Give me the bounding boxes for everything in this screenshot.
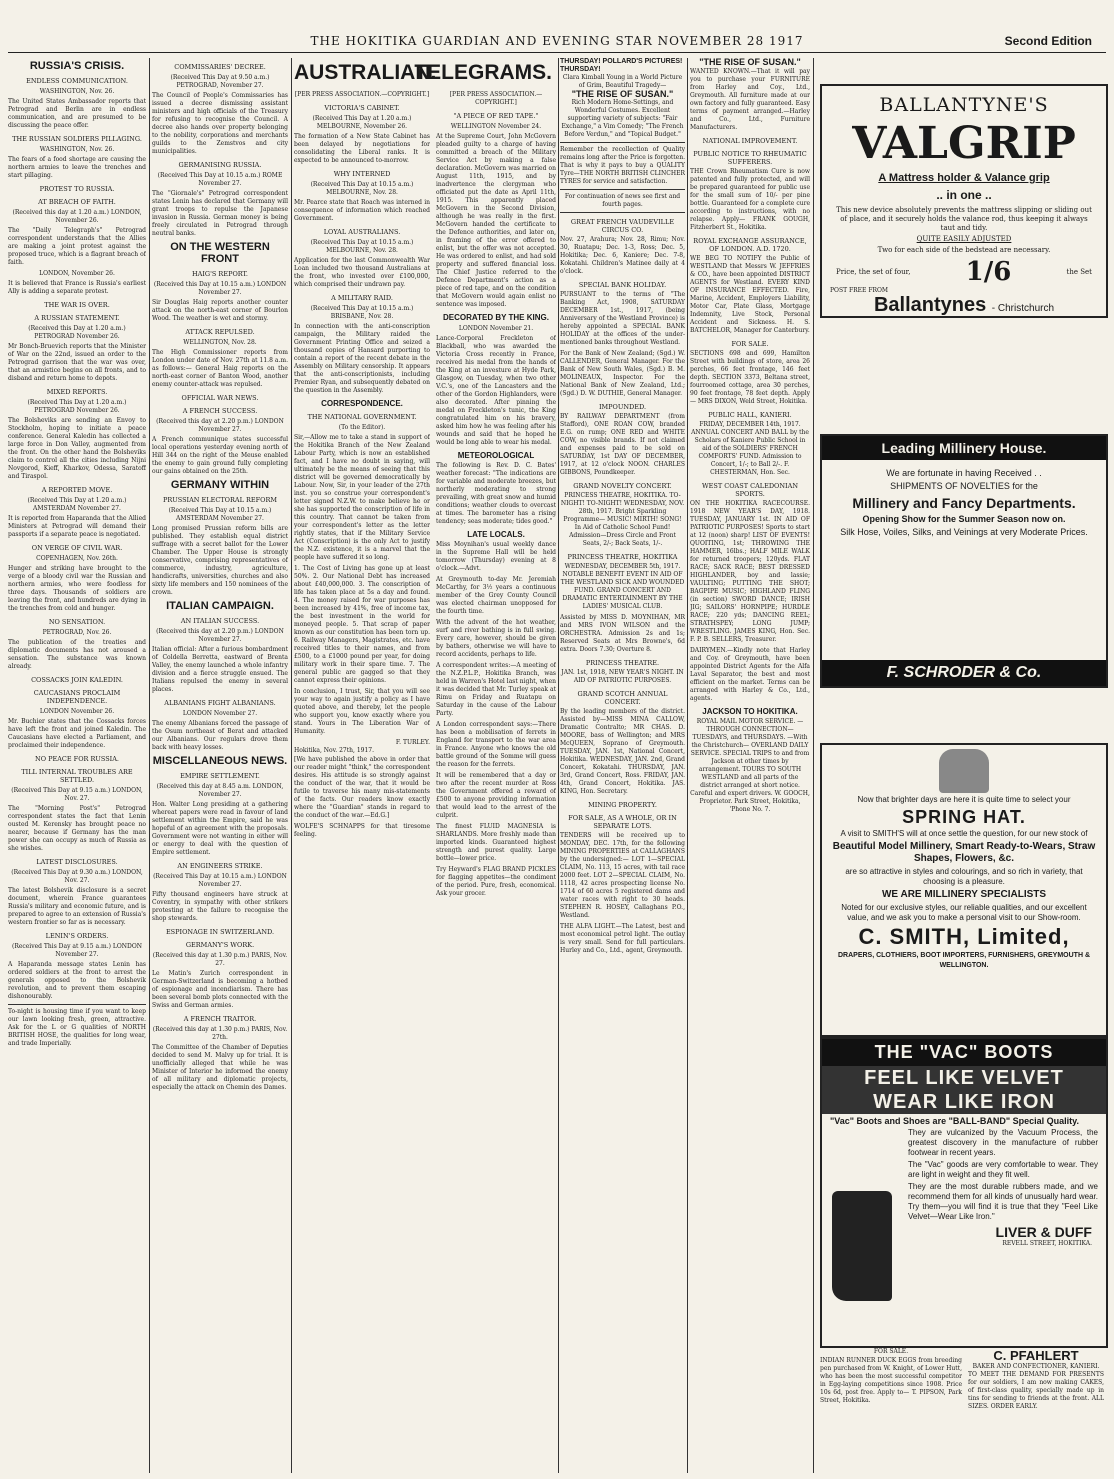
dateline: (Received This Day at 10.15 a.m.) ROME November 27.: [157, 172, 283, 187]
tyre-advert: Remember the recollection of Quality remains long after the Price is forgotten. That is why it pays to buy a QUALITY Tyre—THE NORTH BRITISH CLINCHER TYRES for service and satisfaction.: [560, 146, 685, 185]
valgrip-post: POST FREE FROM: [830, 287, 889, 294]
byline: [PER PRESS ASSOCIATION.—COPYRIGHT.]: [449, 91, 543, 106]
notice-text: PRINCESS THEATRE, HOKITIKA. TO-NIGHT! TO-NIGHT! WEDNESDAY, NOV. 28th, 1917. Bright Sparkling Programme— MUSIC! MIRTH! SONG! In Aid of Catholic School Fund! Admission—Dress Circle and Front Seats, 2/-; Back Seats, 1/-.: [560, 492, 685, 547]
dateline: (Received This Day at 1.20 a.m.) AMSTERDAM November 27.: [27, 497, 127, 512]
subhead: EMPIRE SETTLEMENT.: [180, 772, 260, 780]
edition-label: Second Edition: [1004, 34, 1092, 48]
notice-text: ROYAL MAIL MOTOR SERVICE. —THROUGH CONNECTION— TUESDAYS, and THURSDAYS. —With the Christchurch— OVERLAND DAILY SERVICE. SPECIAL TRIPS to and from Jackson at other times by arrangement. TOURS TO SOUTH WESTLAND and all parts of the district arranged at short notice. Careful and expert drivers. W. GOOCH, Proprietor. Park Street, Hokitika, 'Phone No. 7.: [690, 718, 810, 813]
notice-text: FRIDAY, DECEMBER 14th, 1917. ANNUAL CONCERT AND BALL by the Scholars of Kaniere Public School in aid of the SOLDIERS' FRENCH COMFORTS' FUND. Admission to Concert, 1/-; to Ball 2/-. F. CHESTERMAN, Hon. Sec.: [691, 421, 809, 476]
letter-text: Sir,—Allow me to take a stand in support of the Hokitika Branch of the New Zealand Labour Party, which is now an established fact, and I have no doubt in saying, will ultimately be the means of seeing that this district will be governed democratically by Labour. Now, Sir, in your leader of the 27th inst. you so construe your correspondent's letter signed N.Z.W. to make believe he or she has supported the conscription of life in this country. That cannot be taken from your correspondent's letter as the letter rightly states, that if the Military Service Act (Conscription) is the only Act to justify the N.Z. existence, it is a marvel that the people have suffered it so long.: [294, 434, 430, 561]
subhead: A REPORTED MOVE.: [41, 486, 113, 494]
subhead: OFFICIAL WAR NEWS.: [181, 394, 259, 402]
notice-text: ON THE HOKITIKA RACECOURSE. 1918 NEW YEAR'S DAY, 1918. TUESDAY, JANUARY 1st. IN AID OF PATRIOTIC PURPOSES! Sports to start at 12 (noon) sharp! LIST OF EVENTS! QUOITING, 1st; THROWING THE HAMMER, 16lbs.; HALF MILE WALK for returned troopers; 120yds. FLAT RACE; SACK RACE; BEST DRESSED HIGHLANDER, boy and lassie; VAULTING; PUTTING THE SHOT; BAGPIPE MUSIC; HIGHLAND FLING (in section) SWORD DANCE; IRISH JIG; SAILORS' HORNPIPE; HURDLE RACE; 220 yds; DANCING REEL; STRATHSPEY; LONG JUMP; WRESTLING. JAMES KING, Hon. Sec. F. P. B. SELLERS, Treasurer.: [690, 500, 810, 643]
spring-text: A visit to SMITH'S will at once settle the question, for our new stock of: [840, 829, 1088, 838]
article-text: The Council of People's Commissaries has issued a decree dismissing assistant ministers and high officials of the Treasury for refusing to recognise the Council. A decree also hands over property belonging to the nobility, corporations and merchants guilds to the Zemstvos and city municipalities.: [152, 92, 288, 155]
header-telegrams: TELEGRAMS.: [414, 61, 552, 84]
subhead: ON VERGE OF CIVIL WAR.: [31, 544, 123, 552]
subhead: FOR SALE.: [731, 340, 769, 348]
local-item: A London correspondent says:—There has been a mobilisation of ferrets in England for transport to the war area in France. Anyone who knows the old battle ground of the Somme will guess the reason for the ferrets.: [436, 721, 556, 768]
column-rule: [291, 58, 292, 1473]
valgrip-price-label: Price, the set of four,: [836, 268, 911, 276]
article-text: The fears of a food shortage are causing the northern armies to leave the trenches and start pillaging.: [8, 156, 146, 179]
masthead-title: THE HOKITIKA GUARDIAN AND EVENING STAR NOVEMBER 28 1917: [310, 34, 804, 48]
valgrip-adjust: QUITE EASILY ADJUSTED: [916, 235, 1012, 243]
notice-text: SECTIONS 698 and 699, Hamilton Street with buildings of store, area 26 perches, 66 feet frontage, 146 feet depth. SECTION 3373, Beltana street, fourroomed cottage, area 30 perches, 90 feet frontage, 78 feet depth. Apply— MRS DIXON, Weld Street, Hokitika.: [690, 350, 810, 405]
dateline: (Received this day at 1.20 a.m.) LONDON, November 26.: [12, 209, 142, 224]
local-item: It will be remembered that a day or two after the recent murder at Ross the Government offered a reward of £500 to anyone providing information that would lead to the arrest of the culprit.: [436, 772, 556, 819]
column-rule: [813, 58, 814, 1473]
vac-boots-header: THE "VAC" BOOTS: [822, 1039, 1106, 1066]
article-text: The "Giornale's" Petrograd correspondent states Lenin has declared that Germany will grant troops to repulse the Japanese invasion in Russia. German money is being freely circulated in Petrograd through neutral banks.: [152, 190, 288, 237]
boot-icon: [832, 1191, 892, 1301]
headline-miscellaneous-news: MISCELLANEOUS NEWS.: [152, 755, 288, 767]
column-notices: [560, 58, 685, 1473]
dateline: (Received this Day at 1.20 a.m.) PETROGRAD November 26.: [28, 325, 126, 340]
subhead: NO PEACE FOR RUSSIA.: [35, 755, 119, 763]
schroder-millinery-advert: [820, 434, 1108, 688]
smith-logo: C. SMITH, Limited,: [858, 924, 1070, 949]
article-text: The United States Ambassador reports that Petrograd and Berlin are in endless communication, and are presumed to be discussing the peace offer.: [8, 98, 146, 129]
millinery-text: We are fortunate in having Received . .: [886, 468, 1042, 478]
dateline: (Received this day at 8.45 a.m. LONDON, November 27.: [156, 783, 284, 798]
notice-text: Assisted by MISS D. MOYNIHAN, MR and MRS IVON WILSON and the ORCHESTRA. Admission 2s and 1s; Reserved Seats at Mrs Browne's, 6d extra. Doors 7.30; Overture 8.: [560, 614, 685, 653]
dateline: WELLINGTON November 24.: [450, 123, 542, 130]
subhead: PROTEST TO RUSSIA.: [39, 185, 115, 193]
local-item: Miss Moynihan's usual weekly dance in the Supreme Hall will be held tomorrow (Thursday) evening at 8 o'clock.—Advt.: [436, 541, 556, 572]
spring-text: Noted for our exclusive styles, our reliable qualities, and our excellent value, and we ask you to make a personal visit to our Show-room.: [841, 903, 1087, 922]
article-text: Mr. Buchier states that the Cossacks forces have left the front and joined Kaledin. The Caucasians have elected a Parliament, and proclaimed their independence.: [8, 718, 146, 749]
millinery-text: SHIPMENTS OF NOVELTIES for the: [890, 481, 1038, 491]
dateline: WASHINGTON, Nov. 26.: [39, 88, 115, 95]
article-text: At the Supreme Court, John McGovern pleaded guilty to a charge of having committed a breach of the Military Service Act by making a false declaration. McGovern was married on August 11th, 1915, and by inadvertence the clergyman who officiated put the date as April 11th, 1915. This apparently placed McGovern in the Second Division, although he was really in the first. McGovern handed the certificate to the Defence authorities, and later on, in framing of the error offered to enlist, but the offer was not accepted. He was ordered to enlist, and had sold property and suffered financial loss. The Chief Justice referred to the Defence Department's action as a piece of red tape, and on the condition that McGovern would again enlist no sentence was imposed.: [436, 133, 556, 308]
article-text: The following is Rev. D. C. Bates' weather forecast: "The indications are for variable and moderate breezes, but northerly moderating to strong prevailing, with great snow and humid conditions; weather clouds to overcast at times. The barometer has a rising tendency; seas moderate; tides good.": [436, 462, 556, 525]
dateline: (Received This Day at 9.15 a.m.) LONDON November 27.: [11, 943, 142, 958]
spring-text: are so attractive in styles and colourings, and so rich in variety, that choosing is a pleasure.: [845, 867, 1083, 886]
dateline: (Received This Day at 10.15 a.m.) AMSTERDAM November 27.: [168, 507, 272, 522]
spring-hat-title: SPRING HAT.: [902, 807, 1026, 827]
subhead: PRUSSIAN ELECTORAL REFORM: [163, 496, 277, 504]
subhead: TILL INTERNAL TROUBLES ARE SETTLED.: [21, 768, 133, 784]
smith-tagline: DRAPERS, CLOTHIERS, BOOT IMPORTERS, FURNISHERS, GREYMOUTH & WELLINGTON.: [837, 952, 1090, 969]
vac-boots-advert: [820, 1037, 1108, 1348]
column-telegrams: [436, 88, 556, 1473]
subhead: WEST COAST CALEDONIAN SPORTS.: [701, 482, 799, 498]
dateline: LONDON November 21.: [458, 325, 534, 332]
headline-western-front: ON THE WESTERN FRONT: [170, 241, 270, 265]
notice-text: By the leading members of the district. Assisted by—MISS MINA CALLOW, Dramatic Contralto; MR CHAS. D. MOORE, bass of Wellington; and MRS McQUEEN, Soprano of Greymouth. TUESDAY, JAN. 1st, National Concert, Hokitika. WEDNESDAY, JAN. 2nd, Grand Concert, Kokatahi. THURSDAY, JAN. 3rd, Grand Concert, Ross. FRIDAY, JAN. 4th, Grand Concert, Hokitika. JAS. KING, Hon. Secretary.: [560, 708, 685, 795]
film-title: "THE RISE OF SUSAN.": [571, 89, 674, 99]
subhead: THE NATIONAL GOVERNMENT.: [307, 413, 417, 421]
subhead: COMMISSARIES' DECREE.: [174, 63, 266, 71]
dateline: (Received this day at 2.20 p.m.) LONDON November 27.: [156, 628, 284, 643]
subhead: A RUSSIAN STATEMENT.: [34, 314, 120, 322]
subhead: ESPIONAGE IN SWITZERLAND.: [165, 928, 275, 936]
duck-eggs-text: INDIAN RUNNER DUCK EGGS from breeding pen purchased from W. Knight, of Lower Hutt, who has been the most successful competitor in Egg-laying competitions since 1908. Price 10s 6d, post free. Apply to— T. PIPSON, Park Street, Hokitika.: [820, 1357, 962, 1404]
magnesia-advert: The finest FLUID MAGNESIA is SHARLANDS. More freshly made than imported kinds. Guaranteed highest strength and purest quality. Large bottle—lower price.: [436, 823, 556, 862]
subhead: VICTORIA'S CABINET.: [324, 104, 400, 112]
millinery-departments: Millinery and Fancy Departments.: [852, 495, 1076, 511]
millinery-prices: Silk Hose, Voiles, Silks, and Veinings at very Moderate Prices.: [840, 527, 1088, 537]
subhead: GRAND NOVELTY CONCERT.: [573, 482, 672, 490]
smith-spring-hat-advert: [820, 743, 1108, 1037]
dateline: (Received This Day at 1.20 a.m.) PETROGRAD November 26.: [27, 399, 127, 414]
subhead: CAUCASIANS PROCLAIM INDEPENDENCE.: [33, 689, 121, 705]
subhead: PUBLIC HALL, KANIERI.: [708, 411, 792, 419]
subhead: NATIONAL IMPROVEMENT.: [702, 137, 798, 145]
section-rule: [560, 189, 685, 190]
notice-text: WEDNESDAY, DECEMBER 5th, 1917. NOTABLE BENEFIT EVENT IN AID OF THE WESTLAND SICK AND WOUNDED FUND. GRAND CONCERT AND DRAMATIC ENTERTAINMENT BY THE LADIES' MUSICAL CLUB.: [560, 563, 685, 610]
valgrip-in-one: .. in one ..: [936, 188, 992, 202]
subhead: PRINCESS THEATRE.: [585, 659, 660, 667]
letter-signature: F. TURLEY.: [395, 739, 430, 746]
dateline: PETROGRAD, Nov. 26.: [42, 629, 112, 636]
masthead-rule: [8, 52, 1106, 53]
to-editor: (To the Editor).: [338, 424, 386, 431]
dateline: WELLINGTON, Nov. 28.: [183, 339, 257, 346]
valgrip-note: Two for each side of the bedstead are necessary.: [877, 246, 1051, 254]
subhead: GREAT FRENCH VAUDEVILLE CIRCUS CO.: [570, 218, 675, 234]
liver-duff-logo: LIVER & DUFF: [995, 1224, 1092, 1240]
valgrip-name: VALGRIP: [852, 118, 1076, 169]
subhead: MIXED REPORTS.: [46, 388, 108, 396]
headline-correspondence: CORRESPONDENCE.: [321, 399, 403, 408]
masthead: [0, 0, 1114, 62]
hose-advert: To-night is housing time if you want to keep our lawn looking fresh, green, attractive. Ask for the L or G qualities of NORTH BRITISH HOSE, the qualities for long wear, and trade Imperially.: [8, 1008, 146, 1047]
article-text: Application for the last Commonwealth War Loan included two thousand Australians at the front, who invested over £100,000, which comprised their undrawn pay.: [294, 257, 430, 288]
bottom-adverts: [820, 1348, 1104, 1470]
article-text: Mr Bonch-Bruevich reports that the Minister of War on the 22nd, issued an order to the Petrograd garrison that the war was over, that an armistice begins on all fronts, and to disband and return home to depots.: [8, 343, 146, 382]
article-text: Hon. Walter Long presiding at a gathering whereat papers were read in favour of land settlement within the Empire, said he was hopeful of an agreement with the proposals. Government were not wanting in either will or energy to deal with the question of Empire settlement.: [152, 801, 288, 856]
subhead: A MILITARY RAID.: [331, 294, 393, 302]
subhead: THE WAR IS OVER.: [44, 301, 110, 309]
valgrip-desc: This new device absolutely prevents the mattress slipping or sliding out of place, and it securely holds the valance rod, thus keeping it always taut and tidy.: [836, 206, 1092, 232]
dateline: LONDON November 26.: [39, 708, 115, 715]
subhead: ATTACK REPULSED.: [185, 328, 255, 336]
byline: [PER PRESS ASSOCIATION.—COPYRIGHT.]: [294, 91, 430, 98]
valgrip-price: 1/6: [965, 257, 1012, 287]
subhead: AN ENGINEERS STRIKE.: [177, 862, 263, 870]
subhead: IMPOUNDED.: [598, 403, 647, 411]
dateline: (Received this day at 1.30 p.m.) PARIS, Nov. 27.: [152, 952, 288, 967]
notice-text: JAN. 1st, 1918, NEW YEAR'S NIGHT. IN AID OF PATRIOTIC PURPOSES.: [561, 669, 684, 684]
article-text: The Committee of the Chamber of Deputies decided to send M. Malvy up for trial. It is unofficially alleged that while he was Minister of Interior he informed the enemy of all military and diplomatic projects, especially the attack on Chemin des Dames.: [152, 1044, 288, 1091]
dateline: (Received This Day at 9.50 a.m.) PETROGRAD, November 27.: [170, 74, 270, 89]
headline-meteorological: METEOROLOGICAL: [457, 451, 535, 460]
notice-text: BY RAILWAY DEPARTMENT (from Stafford), ONE ROAN COW, branded E.G. on rump; ONE RED and WHITE COW, no visible brands. If not claimed and expenses paid to be sold on SATURDAY, 1st DAY OF DECEMBER, 1917, at 12 o'clock NOON. CHARLES GIBBONS, Poundkeeper.: [560, 413, 685, 476]
article-text: Sir Douglas Haig reports another counter attack on the north-east corner of Bourlon Wood. The weather is wet and stormy.: [152, 299, 288, 322]
film-title-repeat: "THE RISE OF SUSAN.": [699, 58, 801, 67]
millinery-opening: Opening Show for the Summer Season now on.: [862, 514, 1066, 524]
pfahlert-trade: BAKER AND CONFECTIONER, KANIERI.: [972, 1363, 1100, 1370]
article-text: The formation of a New State Cabinet has been delayed by negotiations for consolidating the Liberal ranks. It is expected to be announced to-morrow.: [294, 133, 430, 164]
valgrip-firm: Ballantynes: [873, 294, 987, 316]
article-text: The High Commissioner reports from London under date of Nov. 27th at 11.8 a.m. as follows:— General Haig reports on the north-east corner of Banton Wood, another enemy counter-attack was repulsed.: [152, 349, 288, 388]
dairymen-advert: DAIRYMEN.—Kindly note that Harley and Coy. of Greymouth, have been appointed District Agents for the Alfa Laval Separator, the best and most efficient on the market. Terms can be arranged with Harley & Co., Ltd., agents.: [690, 647, 810, 702]
column-classifieds: [690, 58, 810, 1473]
subhead: WHY INTERNED: [333, 170, 391, 178]
alfa-light-advert: THE ALFA LIGHT.—The Latest, best and most economical petrol light. The outlay is very small. Send for full particulars. Hurley and Co., Ltd., agent, Greymouth.: [560, 923, 685, 954]
notice-text: THE Crown Rheumatism Cure is now patented and fully protected, and will be prepared guaranteed for public use for the small sum of 10/- per pine bottle. Guaranteed for a complete cure according to instructions, with no relapse. Apply— FRANK GOUGH, Fitzherbert St., Hokitika.: [690, 168, 810, 231]
subhead: FOR SALE, AS A WHOLE, OR IN SEPARATE LOTS.: [568, 814, 677, 830]
article-text: In connection with the anti-conscription campaign, the Military raided the Government Printing Office and seized a thousand copies of Hansard purporting to contain a report of the recent debate in the Assembly on Military censorship. It appears that the anti-conscriptionists, including Premier Ryan, and subsequently debated on the question in the Assembly.: [294, 323, 430, 394]
article-text: The Bolsheviks are sending an Envoy to Stockholm, hoping to initiate a peace conference. General Kaledin has collected a large force in Don Valley, augmented from the front. On the other hand the Bolsheviks claim to control all the cities including Nijni Novgorod, Kieff, Kharkov, Odessa, Saratoff and Tiraspol.: [8, 417, 146, 480]
article-text: Italian official: After a furious bombardment of Coldella Berretta, eastward of Brenta Valley, the enemy launched a whole infantry division and a fierce struggle ensued. The Italians repulsed the enemy in several places.: [152, 646, 288, 693]
header-australian: AUSTRALIAN.: [294, 61, 437, 84]
subhead: "A PIECE OF RED TAPE.": [453, 112, 539, 120]
article-text: It is reported from Haparanda that the Allied Ministers at Petrograd will demand their passports if a separate peace is negotiated.: [8, 515, 146, 538]
article-text: Hunger and striking have brought to the verge of a bloody civil war the Russian and northern armies, who were foodless for three days. Thousands of soldiers are leaving the front, and hundreds are dying in the trenches from cold and hunger.: [8, 565, 146, 612]
dateline: (Received this day at 1.30 p.m.) PARIS, Nov. 27th.: [152, 1026, 288, 1041]
subhead: ROYAL EXCHANGE ASSURANCE, OF LONDON. A.D. 1720.: [693, 237, 807, 253]
local-item: A correspondent writes:—A meeting of the N.Z.P.L.P., Hokitika Branch, was held in Warren's Hotel last night, when it was decided that Mr. Turley speak at Rimu on Friday and Ruatapu on Saturday in the cause of the Labour Party.: [436, 662, 556, 717]
subhead: ALBANIANS FIGHT ALBANIANS.: [164, 699, 276, 707]
valgrip-brand: BALLANTYNE'S: [879, 94, 1049, 116]
subhead: LATEST DISCLOSURES.: [36, 858, 118, 866]
subhead: HAIG'S REPORT.: [192, 270, 248, 278]
section-rule: [560, 212, 685, 213]
article-text: Le Matin's Zurich correspondent in German-Switzerland is becoming a hotbed of espionage and incendiarism. There has been several bomb plots connected with the Swiss and German armies.: [152, 970, 288, 1009]
vac-slogan-2: WEAR LIKE IRON: [822, 1090, 1106, 1114]
subhead: A FRENCH TRAITOR.: [183, 1015, 257, 1023]
headline-late-locals: LATE LOCALS.: [467, 530, 525, 539]
schnapps-advert: WOLFE'S SCHNAPPS for that tiresome feeling.: [294, 823, 430, 838]
dateline: (Received This Day at 10.15 a.m.) BRISBANE, Nov. 28.: [310, 305, 414, 320]
local-item: At Greymouth to-day Mr. Jeremiah McCarthy, for 3½ years a continuous member of the Grey County Council was elected chairman unopposed for the fourth time.: [436, 576, 556, 615]
subhead: GERMANY'S WORK.: [185, 941, 255, 949]
column-russia: [8, 58, 146, 1473]
headline-germany-within: GERMANY WITHIN: [170, 479, 270, 491]
news-continuation: For continuation of news see first and fourth pages.: [564, 193, 681, 208]
headline-decorated-by-the-king: DECORATED BY THE KING.: [443, 313, 549, 322]
valgrip-set: the Set: [1066, 268, 1092, 276]
subhead: GRAND SCOTCH ANNUAL CONCERT.: [577, 690, 668, 706]
pointing-hand-icon: [939, 749, 989, 793]
subhead: PRINCESS THEATRE, HOKITIKA: [567, 553, 678, 561]
headline-russias-crisis: RUSSIA'S CRISIS.: [29, 60, 125, 72]
section-rule: [560, 142, 685, 143]
valgrip-city: - Christchurch: [991, 303, 1055, 314]
article-text: Lance-Corporal Freckleton of Blackball, who was awarded the Victoria Cross recently in France, received his medal from the hands of the King at an investure at Hyde Park, Glasgow, on Tuesday, when two other V.C.'s, one of the Lancasters and the other of the Gordon Highlanders, were also decorated. After pinning the medal on Freckleton's tunic, the King congratulated him on his bravery, asked him how he was feeling after his wounds and said that he hoped he would be long able to wear his medal.: [436, 335, 556, 446]
pfahlert-text: TO MEET THE DEMAND FOR PRESENTS for our soldiers, I am now making CAKES, of first-class quality, specially made up in tins for sending to friends at the front. ALL SIZES. ORDER EARLY.: [968, 1371, 1104, 1410]
section-rule: [8, 1004, 146, 1005]
subhead: MINING PROPERTY.: [588, 801, 657, 809]
notice-text: TENDERS will be received up to MONDAY, DEC. 17th, for the following MINING PROPERTIES at CALLAGHANS by the undersigned:— LOT 1—SPECIAL CLAIM, No. 113, 15 acres, with tail race 2000 feet. LOT 2—SPECIAL CLAIM, No. 1118, 42 acres prospecting license No. 1714 of 60 acres 5 registered dams and water races with right to 30 heads. STEPHEN R. HOSEY, Callaghans P.O., Westland.: [560, 832, 685, 919]
vac-text: The "Vac" goods are very comfortable to wear. They are light in weight and they fit well.: [908, 1160, 1098, 1179]
dateline: (Received This Day at 9.30 a.m.) LONDON, Nov. 27.: [11, 869, 143, 884]
notice-text: WE BEG TO NOTIFY the Public of WESTLAND that Messrs W. JEFFRIES & CO., have been appointed DISTRICT AGENTS for Westland. EVERY KIND OF INSURANCE EFFECTED. Fire, Marine, Accident, Employers Liability, Motor Car, Plate Glass, Mortgage Indemnity, Live Stock, Personal Accident and Sickness. H. S. BATCHELOR, Manager for Canterbury.: [690, 255, 810, 334]
subhead: PUBLIC NOTICE TO RHEUMATIC SUFFERERS.: [693, 150, 807, 166]
article-text: The publication of the treaties and diplomatic documents has not aroused a sensation. The substance was known already.: [8, 639, 146, 670]
article-text: It is believed that France is Russia's earliest Ally is adding a separate protest.: [8, 280, 146, 295]
column-rule: [687, 58, 688, 1473]
subhead: ENDLESS COMMUNICATION.: [26, 77, 128, 85]
notice-text: For the Bank of New Zealand; (Sgd.) W. CALLENDER, General Manager. For the Bank of New South Wales, (Sgd.) B. M. MOLINEAUX, Inspector. For the National Bank of New Zealand, Ltd.; (Sgd.) D. W. DUTHIE, General Manager.: [560, 350, 685, 397]
subhead: LOYAL AUSTRALIANS.: [323, 228, 401, 236]
pfahlert-name: C. PFAHLERT: [993, 1348, 1079, 1363]
column-rule: [558, 58, 559, 1473]
valgrip-advert: [820, 84, 1108, 318]
millinery-header: Leading Millinery House.: [822, 436, 1106, 460]
duck-eggs-advert: [820, 1348, 962, 1408]
for-sale-label: FOR SALE.: [873, 1348, 909, 1355]
vac-slogan-1: FEEL LIKE VELVET: [822, 1066, 1106, 1090]
subhead: AN ITALIAN SUCCESS.: [180, 617, 260, 625]
article-text: The "Daily Telegraph's" Petrograd correspondent understands that the Allies are making a joint protest against the proposed truce, which is a flagrant breach of faith.: [8, 227, 146, 266]
dateline: LONDON, November 26.: [39, 270, 115, 277]
spring-text: Now that brighter days are here it is quite time to select your: [857, 795, 1071, 804]
column-cables: [152, 58, 288, 1473]
pollards-header: THURSDAY! POLLARD'S PICTURES! THURSDAY!: [560, 58, 683, 73]
article-text: The "Morning Post's" Petrograd correspondent states the fact that Lenin ousted M. Kerensky has brought peace no nearer, because if Germany has the man power she can occupy as much of Russia as she wishes.: [8, 805, 146, 852]
dateline: (Received This Day at 10.15 a.m.) MELBOURNE, Nov. 28.: [310, 181, 414, 196]
subhead: GERMANISING RUSSIA.: [178, 161, 262, 169]
headline-italian-campaign: ITALIAN CAMPAIGN.: [166, 600, 274, 612]
dateline: (Received This Day at 10.15 a.m.) LONDON November 27.: [153, 873, 287, 888]
film-sub: Rich Modern Home-Settings, and Wonderful Costumes. Excellent supporting variety of subjects: "Fair Exchange," a Vim Comedy; "The French Before Verdun," and "Topical Budget.": [561, 99, 684, 138]
schroder-logo: F. SCHRODER & Co.: [822, 660, 1106, 686]
article-text: The latest Bolshevik disclosure is a secret document, wherein France guarantees Russia's military and economic future, and is prepared to agree to an extension of Russia's western frontier so far as is necessary.: [8, 887, 146, 926]
letter-text: 1. The Cost of Living has gone up at least 50%. 2. Our National Debt has increased about £40,000,000. 3. The conscription of life has taken place at 5s a day and found. 4. The money raised for war purposes has been increased by 41%, free of income tax, the best investment in the world for moneyed people. 5. That scrap of paper known as our constitution has been torn up. 6. Railway Managers, Magistrates, etc. have received titles to their names, and from £500, to a £1000 pound per year, for doing military work in their spare time. 7. The general public are gagged so that they cannot express their opinions.: [294, 565, 430, 684]
dateline: WASHINGTON, Nov. 26.: [39, 146, 115, 153]
notice-text: Nov. 27, Arahura; Nov. 28, Rimu; Nov. 30, Ruatapu; Dec. 1-3, Ross; Dec. 5, Hokitika; Dec. 6, Kaniere; Dec. 7-8, Kokatahi. Children's Matinee daily at 4 o'clock.: [560, 236, 685, 275]
letter-text: In conclusion, I trust, Sir, that you will see your way to again justify a policy as I have quoted above, and thereby, let the people who support you, know exactly where you stand. Yours in The Liberation War of Humanity.: [294, 688, 430, 735]
local-item: With the advent of the hot weather, surf and river bathing is in full swing. Every care, however, should be given by bathers, otherwise we will have to record accidents, perhaps to life.: [436, 619, 556, 658]
spring-stock: Beautiful Model Millinery, Smart Ready-to-Wears, Straw Shapes, Flowers, &c.: [832, 841, 1096, 864]
subhead: COSSACKS JOIN KALEDIN.: [31, 676, 123, 684]
vac-text: They are vulcanized by the Vacuum Process, the greatest discovery in the manufacture of rubber footwear in recent years.: [908, 1128, 1098, 1157]
letter-date: Hokitika, Nov. 27th, 1917.: [294, 747, 375, 754]
subhead: A FRENCH SUCCESS.: [182, 407, 258, 415]
vac-text: They are the most durable rubbers made, and we recommend them for all kinds of unusually hard wear. Try them—you will find it is true that they "Feel Like Velvet—Wear Like Iron.": [908, 1182, 1098, 1221]
article-text: A Haparanda message states Lenin has ordered soldiers at the front to arrest the generals opposed to the Bolshevik revolution, and to prevent them escaping dishonourably.: [8, 961, 146, 1000]
pickles-advert: Try Heyward's FLAG BRAND PICKLES for flagging appetites—the condiment of the period. Pure, fresh, economical. Ask your grocer.: [436, 866, 556, 897]
valgrip-sub: A Mattress holder & Valance grip: [878, 172, 1050, 184]
pollards-sub: Clara Kimball Young in a World Picture of Grim, Beautiful Tragedy—: [562, 74, 683, 89]
subhead: NO SENSATION.: [48, 618, 106, 626]
liver-duff-address: REVELL STREET, HOKITIKA.: [1002, 1240, 1092, 1247]
column-australian: [294, 88, 430, 1473]
vac-text: "Vac" Boots and Shoes are "BALL-BAND" Special Quality.: [830, 1116, 1079, 1126]
subhead: SPECIAL BANK HOLIDAY.: [578, 281, 667, 289]
article-text: The enemy Albanians forced the passage of the Osum northeast of Berat and attacked our Albanians. Our regulars drove them back with heavy losses.: [152, 720, 288, 751]
dateline: (Received this Day at 10.15 a.m.) LONDON November 27.: [153, 281, 287, 296]
editor-note: [We have published the above in order that our reader might "think," the correspondent desires. His attitude is so strongly against the conduct of the war, that it would be futile to traverse his many mis-statements of the facts. Our readers know exactly where the "Guardian" stands in regard to the conduct of the war.—Ed.G.]: [294, 756, 430, 819]
dateline: LONDON November 27.: [182, 710, 258, 717]
dateline: (Received This Day at 1.20 a.m.) MELBOURNE, November 26.: [312, 115, 412, 130]
dateline: (Received This Day at 10.15 a.m.) MELBOURNE, Nov. 28.: [310, 239, 414, 254]
subhead: AT BREACH OF FAITH.: [38, 198, 116, 206]
article-text: Long promised Prussian reform bills are published. They establish equal district suffrage with a secret ballot for the Lower Chamber. The Upper House is strongly conservative, comprising representatives of commerce, industry, agriculture, handicrafts, universities, churches and also sixty life members and 150 nominees of the crown.: [152, 525, 288, 596]
subhead: THE RUSSIAN SOLDIERS PILLAGING.: [12, 135, 142, 143]
dateline: (Received this day at 2.20 p.m.) LONDON November 27.: [156, 418, 284, 433]
notice-text: PURSUANT to the terms of "The Banking Act, 1908, SATURDAY DECEMBER 1st., 1917, (being Anniversary of the Westland Province) is hereby appointed a SPECIAL BANK HOLIDAY at the offices of the under-mentioned banks throughout Westland.: [560, 291, 685, 346]
headline-jackson-to-hokitika: JACKSON TO HOKITIKA.: [702, 707, 798, 716]
article-text: Fifty thousand engineers have struck at Coventry, in sympathy with other strikers protesting at the failure to recognise the shop stewards.: [152, 891, 288, 922]
column-rule: [149, 58, 150, 1473]
spring-specialists: WE ARE MILLINERY SPECIALISTS: [881, 889, 1047, 900]
article-text: Mr. Pearce state that Roach was interned in consequence of information which reached Government.: [294, 199, 430, 222]
pfahlert-advert: [968, 1348, 1104, 1414]
article-text: A French communique states successful local operations yesterday evening north of Hill 344 on the right of the Meuse enabled the enemy to gain ground fully completing our gains obtained on the 25th.: [152, 436, 288, 475]
furniture-advert: WANTED KNOWN.—That it will pay you to purchase your FURNITURE from Harley and Coy., Ltd., Greymouth. All furniture made at our own factory and fully guaranteed. Easy terms of payment arranged.—Harley and Co., Ltd., Furniture Manufacturers.: [690, 68, 810, 131]
dateline: (Received This Day at 9.15 a.m.) LONDON, Nov. 27.: [11, 787, 143, 802]
dateline: COPENHAGEN, Nov. 26th.: [36, 555, 118, 562]
subhead: LENIN'S ORDERS.: [45, 932, 109, 940]
